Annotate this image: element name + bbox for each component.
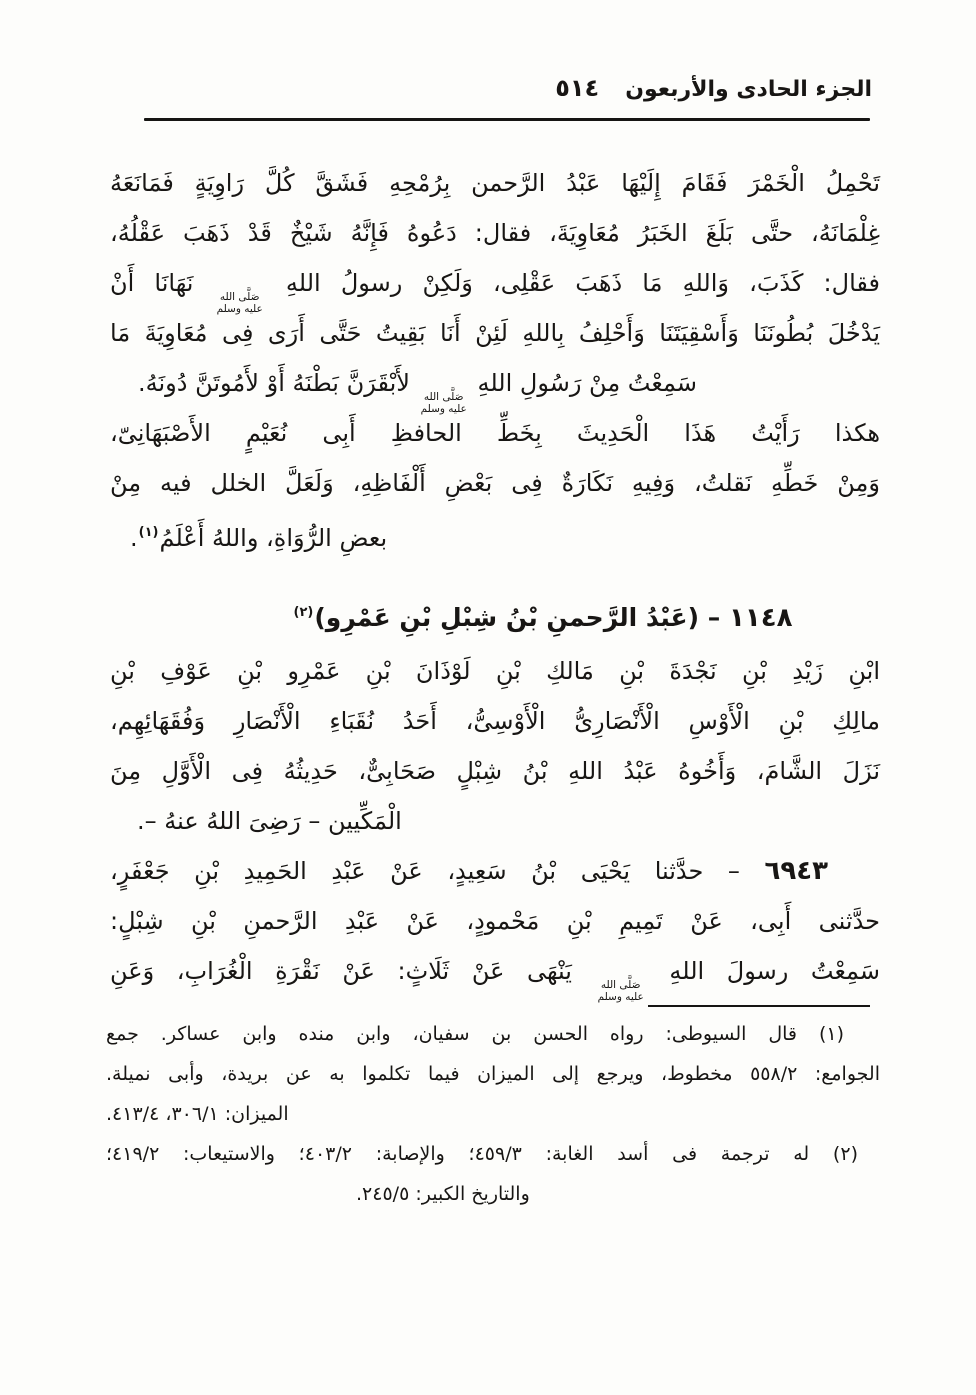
text-line: بعضِ الرُّوَاةِ، واللهُ أَعْلَمُ$^{(١)}$. <box>130 524 388 552</box>
hadith-number: ٦٩٤٣ <box>764 856 828 886</box>
footnote-separator-rule <box>648 1005 870 1007</box>
header-rule <box>144 118 870 121</box>
volume-title: الجزء الحادى والأربعون <box>625 77 872 102</box>
page-body <box>110 158 881 1004</box>
text-line: سَمِعْتُ رسولَ اللهِ صَلَّى الله عليه وسلم يَنْهَى عَنْ ثَلَاثٍ: عَنْ نَقْرَةِ الْغُرَابِ، وَعَنِ <box>110 957 881 1004</box>
footnote-1 <box>106 1014 880 1134</box>
text-line: فقال: كَذَبَ، وَاللهِ مَا ذَهَبَ عَقْلِى، وَلَكِنْ رسولُ اللهِ صَلَّى الله عليه وسلم نَهَانَا أَنْ <box>110 269 880 316</box>
text-line: الجوامع: ٥٥٨/٢ مخطوط، ويرجع إلى الميزان فيما تكلموا به عن بريدة، وأبى نميلة. <box>106 1063 880 1085</box>
text-line: نَزَلَ الشَّامَ، وَأَخُوهُ عَبْدُ اللهِ بْنُ شِبْلٍ صَحَابِىٌّ، حَدِيثُهُ فِى الْأَوَّلِ مِنَ <box>110 757 880 785</box>
page-number: ٥١٤ <box>555 74 600 102</box>
running-head <box>555 74 872 102</box>
text-line: يَدْخُلَ بُطُونَنَا وَأَسْقِيَتَنَا وَأَحْلِفُ بِاللهِ لَئِنْ أَنَا بَقِيتُ حَتَّى أَرَى فِى مُعَاوِيَةَ مَا <box>110 319 880 347</box>
text-line: والتاريخ الكبير: ٢٤٥/٥. <box>356 1183 530 1205</box>
text-line: (٢) له ترجمة فى أسد الغابة: ٤٥٩/٣؛ والإصابة: ٤٠٣/٢؛ والاستيعاب: ٤١٩/٢؛ <box>106 1143 858 1165</box>
pbuh-bottom: عليه وسلم <box>597 991 644 1004</box>
paragraph-biography <box>110 646 880 846</box>
text-line: ابْنِ زَيْدِ بْنِ نَجْدَةَ بْنِ مَالكِ بْنِ لَوْذَانَ بْنِ عَمْرِو بْنِ عَوْفِ بْنِ <box>110 657 880 685</box>
footnote-2 <box>106 1134 880 1214</box>
paragraph-wine-story <box>110 158 880 416</box>
text-line: ٦٩٤٣ – حدَّثنا يَحْيَى بْنُ سَعِيدٍ، عَنْ عَبْدِ الحَمِيدِ بْنِ جَعْفَرٍ، <box>110 856 828 886</box>
paragraph-author-comment <box>110 408 880 558</box>
paragraph-hadith-6943 <box>110 846 881 1004</box>
entry-heading: ١١٤٨ – (عَبْدُ الرَّحمنِ بْنُ شِبْلِ بْنِ عَمْرِو)$^{(٢)}$ <box>293 603 793 633</box>
pbuh-bottom: عليه وسلم <box>216 303 263 316</box>
pbuh-top: صَلَّى الله <box>423 391 464 403</box>
footnote-ref: (٢) <box>293 605 314 620</box>
text-line: (١) قال السيوطى: رواه الحسن بن سفيان، وابن منده وابن عساكر. جمع <box>106 1023 844 1045</box>
pbuh-bottom: عليه وسلم <box>420 403 467 416</box>
text-line: مالِكِ بْنِ الْأَوْسِ الْأَنْصَارِىُّ الْأَوْسِىُّ، أَحَدُ نُقَبَاءِ الْأَنْصَارِ وَفُقَهَائِهِم، <box>110 707 880 735</box>
footnote-ref: (١) <box>138 525 159 540</box>
pbuh-top: صَلَّى الله <box>600 979 641 991</box>
footnotes <box>106 1014 880 1214</box>
pbuh-ligature <box>595 979 647 1003</box>
text-line: الميزان: ٣٠٦/١، ٤١٣/٤. <box>106 1103 289 1125</box>
text-line: تَحْمِلُ الْخَمْرَ فَقَامَ إِلَيْهَا عَبْدُ الرَّحمن بِرُمْحِهِ فَشَقَّ كُلَّ رَاوِيَةٍ فَمَانَعَهُ <box>110 169 880 197</box>
text-line: سَمِعْتُ مِنْ رَسُولِ اللهِ صَلَّى الله عليه وسلم لأَبْقَرَنَّ بَطْنَهُ أَوْ لأَمُوتَنَّ دُونَهُ. <box>138 369 697 416</box>
text-line: وَمِنْ خَطِّهِ نَقلتُ، وَفِيهِ نَكَارَةٌ فِى بَعْضِ أَلْفَاظِهِ، وَلَعَلَّ الخلل فيه مِنْ <box>110 469 880 497</box>
text-line: غِلْمَانَهُ، حتَّى بَلَغَ الخَبَرُ مُعَاوِيَةَ، فقال: دَعُوهُ فَإِنَّهُ شَيْخٌ قَدْ ذَهَبَ عَقْلُهُ، <box>110 219 880 247</box>
text-line: هكذا رَأَيْتُ هَذَا الْحَدِيثَ بِخَطِّ الحافظِ أَبِى نُعَيْمٍ الأَصْبَهَانِىّ، <box>110 419 880 447</box>
text-line: حدَّثنى أَبِى، عَنْ تَمِيمِ بْنِ مَحْمودٍ، عَنْ عَبْدِ الرَّحمنِ بْنِ شِبْلٍ: <box>110 907 880 935</box>
hadith-number: ١١٤٨ <box>728 603 793 633</box>
text-line: الْمَكِّيين – رَضِىَ اللهُ عنهُ –. <box>137 807 402 835</box>
entry-heading-1148 <box>110 588 880 638</box>
pbuh-top: صَلَّى الله <box>219 291 260 303</box>
